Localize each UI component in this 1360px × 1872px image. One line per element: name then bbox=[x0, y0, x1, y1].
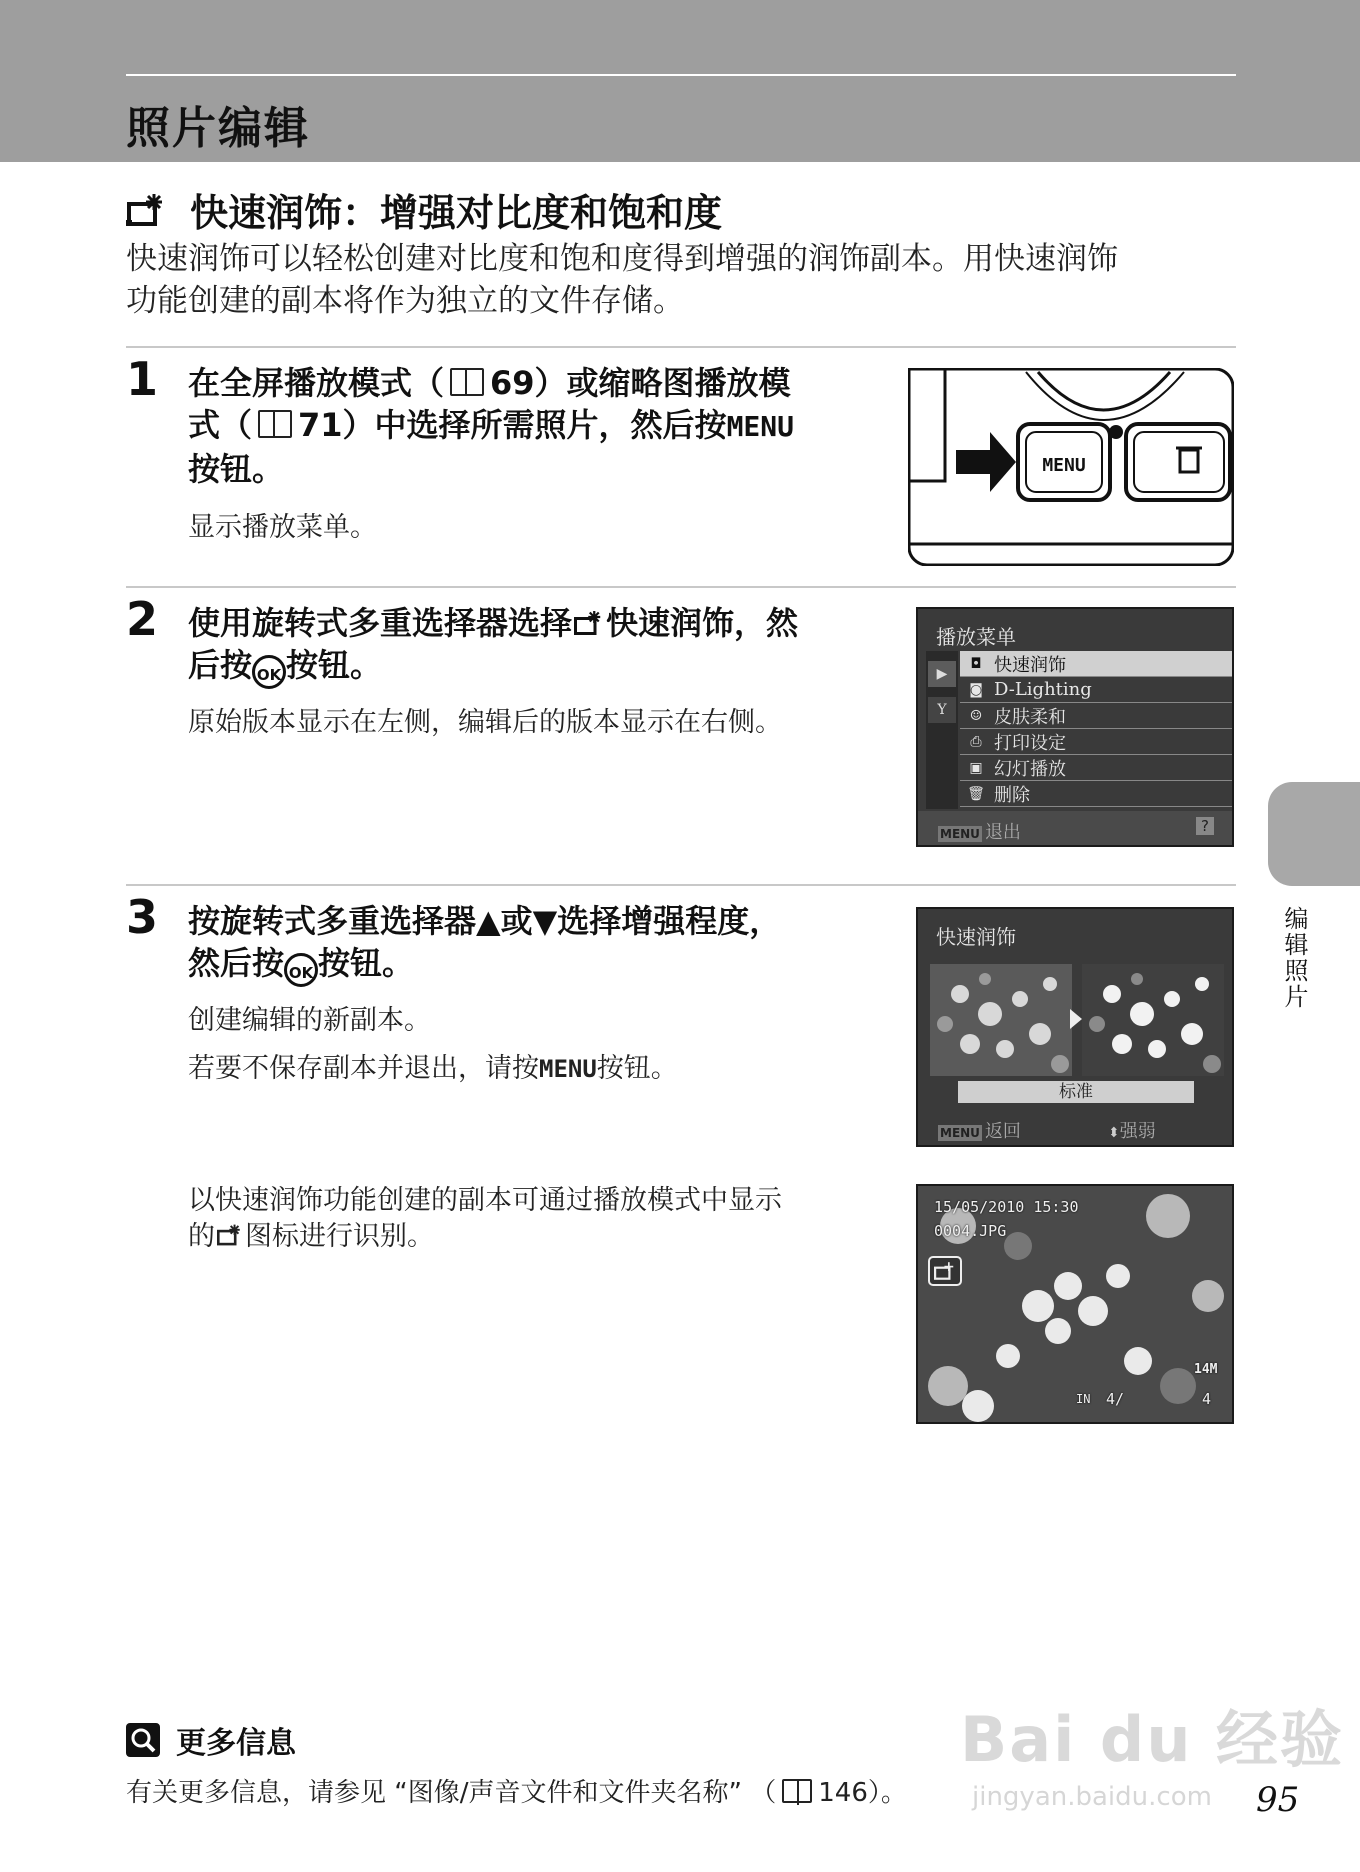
more-info-text bbox=[126, 1772, 907, 1809]
back-label: 返回 bbox=[984, 1121, 1021, 1142]
menu-item-label: 打印设定 bbox=[994, 732, 1066, 754]
more-info-heading bbox=[126, 1718, 296, 1762]
step-text-part: ）中选择所需照片，然后按 bbox=[342, 406, 727, 444]
text-part: ）。 bbox=[867, 1778, 907, 1808]
skin-softening-icon: ☺ bbox=[969, 707, 983, 724]
quick-retouch-icon: ◘ bbox=[970, 655, 982, 672]
level-bar[interactable]: 标准 bbox=[958, 1081, 1194, 1103]
step-result: 原始版本显示在左侧，编辑后的版本显示在右侧。 bbox=[188, 707, 782, 738]
intro-line: 功能创建的副本将作为独立的文件存储。 bbox=[126, 283, 684, 319]
menu-item-label: 删除 bbox=[994, 784, 1030, 806]
section-title bbox=[126, 182, 722, 237]
menu-badge: MENU bbox=[940, 1126, 980, 1140]
up-down-icon: ⬍ bbox=[1108, 1125, 1120, 1141]
original-image bbox=[930, 964, 1072, 1076]
step-text-part: 按钮。 bbox=[188, 450, 285, 488]
menu-badge: MENU bbox=[940, 827, 980, 841]
image-size-icon: 14M bbox=[1194, 1362, 1218, 1377]
frame-total: 4 bbox=[1202, 1390, 1212, 1408]
step-text-part: ，然 bbox=[734, 604, 799, 642]
screen-footer bbox=[918, 1111, 1232, 1145]
quick-retouch-indicator-icon bbox=[928, 1256, 962, 1286]
intro-paragraph bbox=[126, 238, 1236, 322]
quick-retouch-icon bbox=[126, 190, 168, 230]
menu-item-label: D-Lighting bbox=[994, 679, 1092, 700]
menu-item-label: 幻灯播放 bbox=[994, 758, 1066, 780]
quick-retouch-icon bbox=[215, 1222, 245, 1248]
step-text-part: 按钮。 bbox=[318, 944, 415, 982]
step-text-part: 按旋转式多重选择器▲或▼选择增强程度， bbox=[188, 902, 782, 940]
header-rule bbox=[126, 74, 1236, 76]
note-line bbox=[188, 1214, 434, 1253]
quick-retouch-icon bbox=[572, 608, 606, 638]
ok-button-icon: OK bbox=[252, 655, 286, 689]
exit-label: 退出 bbox=[984, 822, 1021, 843]
text-part: 有关更多信息，请参见 “图像/声音文件和文件夹名称” （ bbox=[126, 1778, 777, 1808]
step-result: 创建编辑的新副本。 bbox=[188, 1005, 431, 1036]
menu-item-slide-show[interactable] bbox=[960, 755, 1232, 781]
slide-show-icon: ▣ bbox=[969, 759, 983, 776]
note-line: 以快速润饰功能创建的副本可通过播放模式中显示 bbox=[188, 1185, 782, 1216]
strength-label: 强弱 bbox=[1119, 1121, 1156, 1142]
step-text-part: 在全屏播放模式（ bbox=[188, 364, 445, 402]
trash-icon: 🗑 bbox=[967, 785, 985, 802]
step-number: 2 bbox=[126, 592, 159, 646]
menu-item-skin-softening[interactable] bbox=[960, 703, 1232, 729]
menu-button-label: MENU bbox=[1042, 455, 1086, 476]
watermark-url: jingyan.baidu.com bbox=[972, 1782, 1212, 1812]
watermark-logo: Bai du 经验 bbox=[960, 1703, 1345, 1776]
step-number: 3 bbox=[126, 890, 159, 944]
page-number: 95 bbox=[1256, 1780, 1300, 1820]
frame-counter: 4/ bbox=[1106, 1390, 1125, 1408]
section-title-text: 快速润饰：增强对比度和饱和度 bbox=[190, 191, 723, 235]
menu-item-delete[interactable] bbox=[960, 781, 1232, 807]
d-lighting-icon: ◙ bbox=[969, 681, 983, 698]
book-ref-icon bbox=[450, 368, 484, 396]
step-instruction bbox=[188, 362, 878, 490]
page-ref: 69 bbox=[490, 364, 535, 402]
chapter-label: 编辑照片 bbox=[1280, 906, 1308, 1010]
retouched-image bbox=[1082, 964, 1224, 1076]
menu-item-label: 快速润饰 bbox=[994, 654, 1066, 676]
divider bbox=[126, 586, 1236, 588]
step-text-part: 快速润饰 bbox=[606, 604, 735, 642]
step-text-part: 然后按 bbox=[188, 944, 285, 982]
menu-item-label: 皮肤柔和 bbox=[994, 706, 1066, 728]
page-ref: 146 bbox=[818, 1778, 868, 1808]
playback-photo-screen bbox=[916, 1184, 1234, 1424]
menu-list bbox=[960, 651, 1232, 807]
playback-tab-icon: ▶ bbox=[928, 661, 956, 687]
step-instruction bbox=[188, 900, 878, 987]
file-name: 0004.JPG bbox=[934, 1222, 1007, 1240]
menu-item-quick-retouch[interactable] bbox=[960, 651, 1232, 677]
step-text-part: 后按 bbox=[188, 646, 253, 684]
chapter-side-tab bbox=[1268, 782, 1360, 886]
menu-side-tabs bbox=[926, 651, 958, 809]
screen-title: 快速润饰 bbox=[936, 925, 1016, 949]
menu-key-label: MENU bbox=[539, 1055, 597, 1083]
step-result: 显示播放菜单。 bbox=[188, 512, 377, 543]
step-text-part: 图标进行识别。 bbox=[245, 1221, 434, 1252]
step-text-part: 使用旋转式多重选择器选择 bbox=[188, 604, 573, 642]
divider bbox=[126, 884, 1236, 886]
menu-item-d-lighting[interactable] bbox=[960, 677, 1232, 703]
step-text-part: ）或缩略图播放模 bbox=[534, 364, 791, 402]
date-time: 15/05/2010 15:30 bbox=[934, 1198, 1079, 1216]
step-number: 1 bbox=[126, 352, 159, 406]
info-icon bbox=[126, 1723, 160, 1757]
intro-line: 快速润饰可以轻松创建对比度和饱和度得到增强的润饰副本。用快速润饰 bbox=[126, 241, 1118, 277]
menu-item-print-order[interactable] bbox=[960, 729, 1232, 755]
step-instruction bbox=[188, 602, 878, 689]
internal-memory-icon: IN bbox=[1076, 1392, 1091, 1406]
setup-tab-icon: Y bbox=[928, 697, 956, 723]
divider bbox=[126, 346, 1236, 348]
camera-back-illustration bbox=[908, 368, 1234, 566]
menu-footer bbox=[918, 811, 1232, 845]
help-icon: ? bbox=[1196, 817, 1214, 835]
print-order-icon: ⎙ bbox=[970, 733, 982, 750]
step-text-part: 式（ bbox=[188, 406, 253, 444]
page-ref: 71 bbox=[298, 406, 343, 444]
menu-key-label: MENU bbox=[726, 410, 794, 443]
menu-title: 播放菜单 bbox=[936, 625, 1016, 649]
page-title: 照片编辑 bbox=[126, 103, 310, 154]
book-ref-icon bbox=[782, 1779, 812, 1803]
step-text-part: 按钮。 bbox=[286, 646, 383, 684]
ok-button-icon: OK bbox=[284, 953, 318, 987]
step-text-part: 的 bbox=[188, 1221, 215, 1252]
more-info-title: 更多信息 bbox=[176, 1726, 296, 1761]
playback-menu-screen bbox=[916, 607, 1234, 847]
quick-retouch-screen bbox=[916, 907, 1234, 1147]
step-result bbox=[188, 1046, 678, 1085]
step-text-part: 按钮。 bbox=[596, 1053, 678, 1084]
book-ref-icon bbox=[258, 410, 292, 438]
step-text-part: 若要不保存副本并退出，请按 bbox=[188, 1053, 539, 1084]
